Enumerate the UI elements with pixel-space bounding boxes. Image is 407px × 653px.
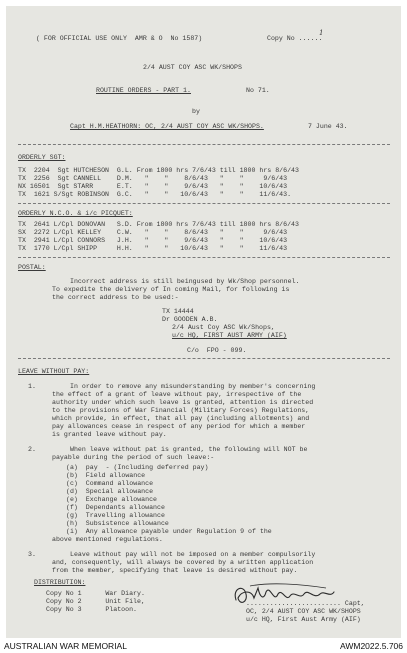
roster-row: NX 16501 Sgt STARR E.T. " " 9/6/43 " " 10/6/43 — [18, 183, 288, 190]
copy-number-handwritten: 1 — [319, 29, 324, 37]
signature-role: u/c HQ, First Aust Army (AIF) — [246, 616, 361, 623]
paragraph-number: 2. — [28, 446, 36, 453]
divider — [18, 358, 390, 359]
paragraph-line: Leave without pay will not be imposed on a member compulsorily — [70, 551, 316, 558]
section-heading-postal: POSTAL: — [18, 264, 46, 271]
list-item: (e) Exchange allowance — [66, 496, 158, 503]
roster-row: SX 2272 L/Cpl KELLEY C.W. " " 8/6/43 " " 9/6/43 — [18, 229, 288, 236]
footer-reference: AWM2022.5.706 — [340, 641, 403, 651]
paragraph-line: authority under which such leave is granted, attention is directed — [52, 399, 314, 406]
paragraph-line: payable during the period of such leave:- — [52, 454, 215, 461]
address-line: Dr GOODEN A.B. — [162, 316, 218, 323]
postal-line: Incorrect address is still beingused by Wk/Shop personnel. — [70, 278, 300, 285]
paragraph-line: pay allowances cease in respect of any period for which a member — [52, 423, 306, 430]
footer-institution: AUSTRALIAN WAR MEMORIAL — [4, 641, 127, 651]
orders-author: Capt H.M.HEATHORN: OC, 2/4 AUST COY ASC WK/SHOPS. — [70, 123, 264, 130]
section-heading-orderly-nco: ORDERLY N.C.O. & i/c PICQUET: — [18, 210, 133, 217]
postal-line: the correct address to be used:- — [52, 294, 179, 301]
roster-row: TX 2256 Sgt CANNELL D.M. " " 8/6/43 " " 9/6/43 — [18, 175, 288, 182]
paragraph-line: is granted leave without pay. — [52, 431, 167, 438]
divider — [18, 203, 390, 204]
roster-row: TX 1621 S/Sgt ROBINSON G.C. " " 10/6/43 " " 11/6/43. — [18, 191, 292, 198]
paragraph-number: 3. — [28, 551, 36, 558]
divider — [18, 144, 390, 145]
list-item: (b) Field allowance — [66, 472, 146, 479]
postal-line: To expedite the delivery of In coming Mail, for following is — [52, 286, 290, 293]
document-page — [6, 6, 401, 638]
distribution-row: Copy No 1 War Diary. — [46, 590, 145, 597]
paragraph-line: and, consequently, will always be covered by a written application — [52, 559, 314, 566]
list-item: (h) Subsistence allowance — [66, 520, 169, 527]
address-line: u/c HQ, FIRST AUST ARMY (AIF) — [172, 332, 287, 339]
orders-title: ROUTINE ORDERS - PART 1. — [96, 87, 191, 94]
section-heading-orderly-sgt: ORDERLY SGT: — [18, 154, 66, 161]
signature-role: OC, 2/4 AUST COY ASC WK/SHOPS — [246, 608, 361, 615]
address-line: TX 14444 — [162, 308, 194, 315]
roster-row: TX 1770 L/Cpl SHIPP H.H. " " 10/6/43 " " 11/6/43 — [18, 245, 288, 252]
roster-row: TX 2941 L/Cpl CONNORS J.H. " " 9/6/43 " " 10/6/43 — [18, 237, 288, 244]
signature-line: ........................ Capt, — [246, 600, 365, 607]
paragraph-line: to the provisions of War Financial (Military Forces) Regulations, — [52, 407, 310, 414]
unit-name: 2/4 AUST COY ASC WK/SHOPS — [143, 64, 242, 71]
divider — [18, 257, 390, 258]
paragraph-line: from the member, specifying that leave is desired without pay. — [52, 567, 298, 574]
roster-row: TX 2204 Sgt HUTCHESON G.L. From 1800 hrs 7/6/43 till 1800 hrs 8/6/43 — [18, 167, 299, 174]
section-heading-distribution: DISTRIBUTION: — [34, 579, 86, 586]
by-line: by — [192, 108, 200, 115]
archive-footer — [0, 639, 407, 653]
copy-number: Copy No ...... — [267, 35, 323, 42]
list-item-tail: above mentioned regulations. — [52, 536, 163, 543]
address-line: 2/4 Aust Coy ASC Wk/Shops, — [172, 324, 275, 331]
orders-date: 7 June 43. — [308, 123, 348, 130]
distribution-row: Copy No 3 Platoon. — [46, 606, 138, 613]
list-item: (g) Travelling allowance — [66, 512, 165, 519]
paragraph-number: 1. — [28, 383, 36, 390]
list-item: (f) Dependants allowance — [66, 504, 165, 511]
distribution-row: Copy No 2 Unit File, — [46, 598, 145, 605]
list-item: (d) Special allowance — [66, 488, 154, 495]
paragraph-line: the effect of a grant of leave without pay, irrespective of the — [52, 391, 302, 398]
section-heading-leave: LEAVE WITHOUT PAY: — [18, 368, 90, 375]
list-item: (i) Any allowance payable under Regulation 9 of the — [66, 528, 272, 535]
official-use-line: ( FOR OFFICIAL USE ONLY AMR & O No 1587) — [36, 35, 203, 42]
paragraph-line: In order to remove any misunderstanding by member's concerning — [70, 383, 316, 390]
paragraph-line: which provide, in effect, that all pay (including allotments) and — [52, 415, 310, 422]
roster-row: TX 2641 L/Cpl DONOVAN S.D. From 1800 hrs 7/6/43 till 1800 hrs 8/6/43 — [18, 221, 299, 228]
paragraph-line: When leave without pat is granted, the following will NOT be — [70, 446, 308, 453]
list-item: (a) pay - (Including deferred pay) — [66, 464, 209, 471]
list-item: (c) Command allowance — [66, 480, 154, 487]
postal-fpo: C/o FPO - 099. — [187, 347, 247, 354]
orders-number: No 71. — [246, 87, 270, 94]
